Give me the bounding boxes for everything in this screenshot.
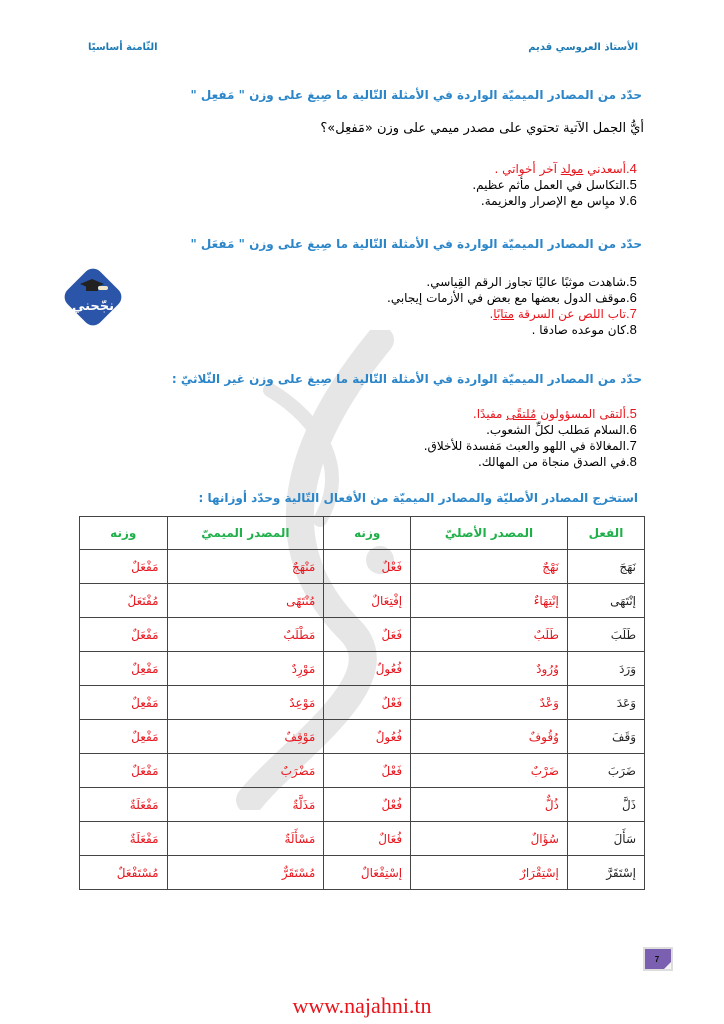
- verb-cell: وَعَدَ: [567, 686, 644, 720]
- mimi-pattern-cell: مَفْعَلَةٌ: [80, 788, 168, 822]
- mimi-masdar-cell: مُنْتَهًى: [167, 584, 324, 618]
- mimi-masdar-cell: مَضْرَبٌ: [167, 754, 324, 788]
- mimi-masdar-cell: مَنْهَجٌ: [167, 550, 324, 584]
- column-header: المصدر الأصليّ: [411, 517, 568, 550]
- sentence-text: المغالاة في اللهو والعبث مَفسدة للأخلاق.: [423, 439, 626, 453]
- mimi-pattern-cell: مَفْعَلٌ: [80, 754, 168, 788]
- example-sentence: [424, 422, 644, 438]
- teacher-name: الأستاذ العروسي قديم: [528, 42, 638, 53]
- sentence-text: موقف الدول بعضها مع بعض في الأزمات إيجابي.: [387, 291, 626, 305]
- sentence-text: تاب اللص عن السرقة: [514, 307, 626, 321]
- verb-cell: ضَرَبَ: [567, 754, 644, 788]
- exercise3-list: [424, 406, 644, 470]
- table-body: [80, 550, 645, 890]
- example-sentence: [472, 193, 644, 209]
- original-masdar-cell: وَعْدٌ: [411, 686, 568, 720]
- sentence-number: 8.: [626, 454, 637, 469]
- original-pattern-cell: فَعْلٌ: [324, 550, 411, 584]
- sentence-text: السلام مَطلب لكلِّ الشعوب.: [486, 423, 626, 437]
- exercise1-title: حدّد من المصادر الميميّة الواردة في الأمثلة التّالية ما صِيغ على وزن " مَفعِل ": [190, 88, 642, 102]
- example-sentence: [472, 161, 644, 177]
- grade-level: الثّامنة أساسيًا: [88, 42, 158, 53]
- highlighted-masdar: متابًا: [493, 307, 514, 321]
- original-masdar-cell: وُقُوفٌ: [411, 720, 568, 754]
- highlighted-masdar: مُلتقًى: [506, 407, 537, 421]
- table-row: [80, 856, 645, 890]
- mimi-masdar-cell: مُسْتَقَرٌّ: [167, 856, 324, 890]
- sentence-text-end: مفيدًا.: [472, 407, 507, 421]
- verb-cell: إنْتَهَى: [567, 584, 644, 618]
- original-masdar-cell: إنْتِهَاءٌ: [411, 584, 568, 618]
- example-sentence: [387, 322, 644, 338]
- sentence-number: 7.: [626, 438, 637, 453]
- verb-cell: طَلَبَ: [567, 618, 644, 652]
- sentence-number: 6.: [626, 193, 637, 208]
- table-row: [80, 822, 645, 856]
- example-sentence: [472, 177, 644, 193]
- original-pattern-cell: فَعْلٌ: [324, 686, 411, 720]
- example-sentence: [387, 306, 644, 322]
- mimi-masdar-cell: مَطْلَبٌ: [167, 618, 324, 652]
- mimi-pattern-cell: مَفْعِلٌ: [80, 686, 168, 720]
- table-row: [80, 618, 645, 652]
- exercise1-question: أيُّ الجمل الآتية تحتوي على مصدر ميمي على وزن «مَفعِل»؟: [320, 121, 644, 136]
- sentence-text: أسعدني: [583, 162, 626, 176]
- table-row: [80, 652, 645, 686]
- sentence-text: شاهدت موثبًا عاليًا تجاوز الرقم القِياسي.: [426, 275, 626, 289]
- table-row: [80, 720, 645, 754]
- original-pattern-cell: فَعْلٌ: [324, 754, 411, 788]
- original-pattern-cell: فُعُولٌ: [324, 720, 411, 754]
- original-pattern-cell: فُعُولٌ: [324, 652, 411, 686]
- table-header-row: [80, 517, 645, 550]
- mimi-masdar-cell: مَوْعِدٌ: [167, 686, 324, 720]
- page-number-badge: [642, 946, 674, 972]
- original-pattern-cell: إسْتِفْعَالٌ: [324, 856, 411, 890]
- sentence-text: في الصدق منجاة من المهالك.: [477, 455, 626, 469]
- example-sentence: [424, 438, 644, 454]
- logo-text: نجّحني: [71, 299, 115, 314]
- exercise1-list: [472, 161, 644, 209]
- column-header: المصدر الميميّ: [167, 517, 324, 550]
- exercise2-list: [387, 274, 644, 338]
- original-masdar-cell: سُؤَالٌ: [411, 822, 568, 856]
- original-masdar-cell: إسْتِقْرَارٌ: [411, 856, 568, 890]
- sentence-number: 4.: [626, 161, 637, 176]
- exercise4-title: استخرج المصادر الأصليّة والمصادر الميميّة من الأفعال التّالية وحدّد أوزانها :: [198, 491, 638, 505]
- verb-cell: نَهَجَ: [567, 550, 644, 584]
- verb-cell: وَقَفَ: [567, 720, 644, 754]
- mimi-masdar-cell: مَسْأَلَةٌ: [167, 822, 324, 856]
- mimi-masdar-cell: مَذَلَّةٌ: [167, 788, 324, 822]
- sentence-text-end: .: [489, 307, 494, 321]
- verb-cell: وَرَدَ: [567, 652, 644, 686]
- sentence-number: 5.: [626, 406, 637, 421]
- mimi-pattern-cell: مُفْتَعَلٌ: [80, 584, 168, 618]
- verb-cell: ذَلَّ: [567, 788, 644, 822]
- original-pattern-cell: فُعَالٌ: [324, 822, 411, 856]
- column-header: الفعل: [567, 517, 644, 550]
- sentence-number: 5.: [626, 274, 637, 289]
- sentence-number: 5.: [626, 177, 637, 192]
- mimi-masdar-cell: مَوْقِفٌ: [167, 720, 324, 754]
- sentence-number: 6.: [626, 422, 637, 437]
- exercise3-title: حدّد من المصادر الميميّة الواردة في الأمثلة التّالية ما صِيغ على وزن غير الثّلاثيّ :: [171, 372, 642, 386]
- column-header: وزنه: [324, 517, 411, 550]
- table-row: [80, 754, 645, 788]
- page-number: 7: [654, 955, 660, 964]
- original-pattern-cell: إفْتِعَالٌ: [324, 584, 411, 618]
- najahni-logo: [58, 262, 128, 332]
- footer-url[interactable]: www.najahni.tn: [292, 993, 432, 1018]
- sentence-text: ألتقى المسؤولون: [536, 407, 626, 421]
- mimi-pattern-cell: مَفْعِلٌ: [80, 720, 168, 754]
- table-row: [80, 584, 645, 618]
- mimi-masdar-cell: مَوْرِدٌ: [167, 652, 324, 686]
- highlighted-masdar: مولد: [560, 162, 584, 176]
- sentence-number: 8.: [626, 322, 637, 337]
- mimi-pattern-cell: مَفْعَلَةٌ: [80, 822, 168, 856]
- original-masdar-cell: ذُلٌّ: [411, 788, 568, 822]
- sentence-text-end: آخر أخواتي .: [494, 162, 561, 176]
- example-sentence: [424, 406, 644, 422]
- sentence-text: التكاسل في العمل مأثم عظيم.: [472, 178, 626, 192]
- original-pattern-cell: فُعْلٌ: [324, 788, 411, 822]
- verb-cell: إسْتَقَرَّ: [567, 856, 644, 890]
- example-sentence: [387, 274, 644, 290]
- original-masdar-cell: ضَرْبٌ: [411, 754, 568, 788]
- original-masdar-cell: طَلَبٌ: [411, 618, 568, 652]
- verb-cell: سَأَلَ: [567, 822, 644, 856]
- mimi-pattern-cell: مُسْتَفْعَلٌ: [80, 856, 168, 890]
- original-pattern-cell: فَعَلٌ: [324, 618, 411, 652]
- table-row: [80, 788, 645, 822]
- example-sentence: [387, 290, 644, 306]
- table-row: [80, 550, 645, 584]
- sentence-text: لا ميِاس مع الإصرار والعزيمة.: [480, 194, 626, 208]
- original-masdar-cell: وُرُودٌ: [411, 652, 568, 686]
- table-row: [80, 686, 645, 720]
- mimi-pattern-cell: مَفْعِلٌ: [80, 652, 168, 686]
- sentence-text: كان موعده صادقا .: [531, 323, 626, 337]
- column-header: وزنه: [80, 517, 168, 550]
- original-masdar-cell: نَهْجٌ: [411, 550, 568, 584]
- sentence-number: 7.: [626, 306, 637, 321]
- exercise2-title: حدّد من المصادر الميميّة الواردة في الأمثلة التّالية ما صِيغ على وزن " مَفعَل ": [190, 237, 642, 251]
- sentence-number: 6.: [626, 290, 637, 305]
- sources-table: [79, 516, 645, 890]
- example-sentence: [424, 454, 644, 470]
- mimi-pattern-cell: مَفْعَلٌ: [80, 618, 168, 652]
- mimi-pattern-cell: مَفْعَلٌ: [80, 550, 168, 584]
